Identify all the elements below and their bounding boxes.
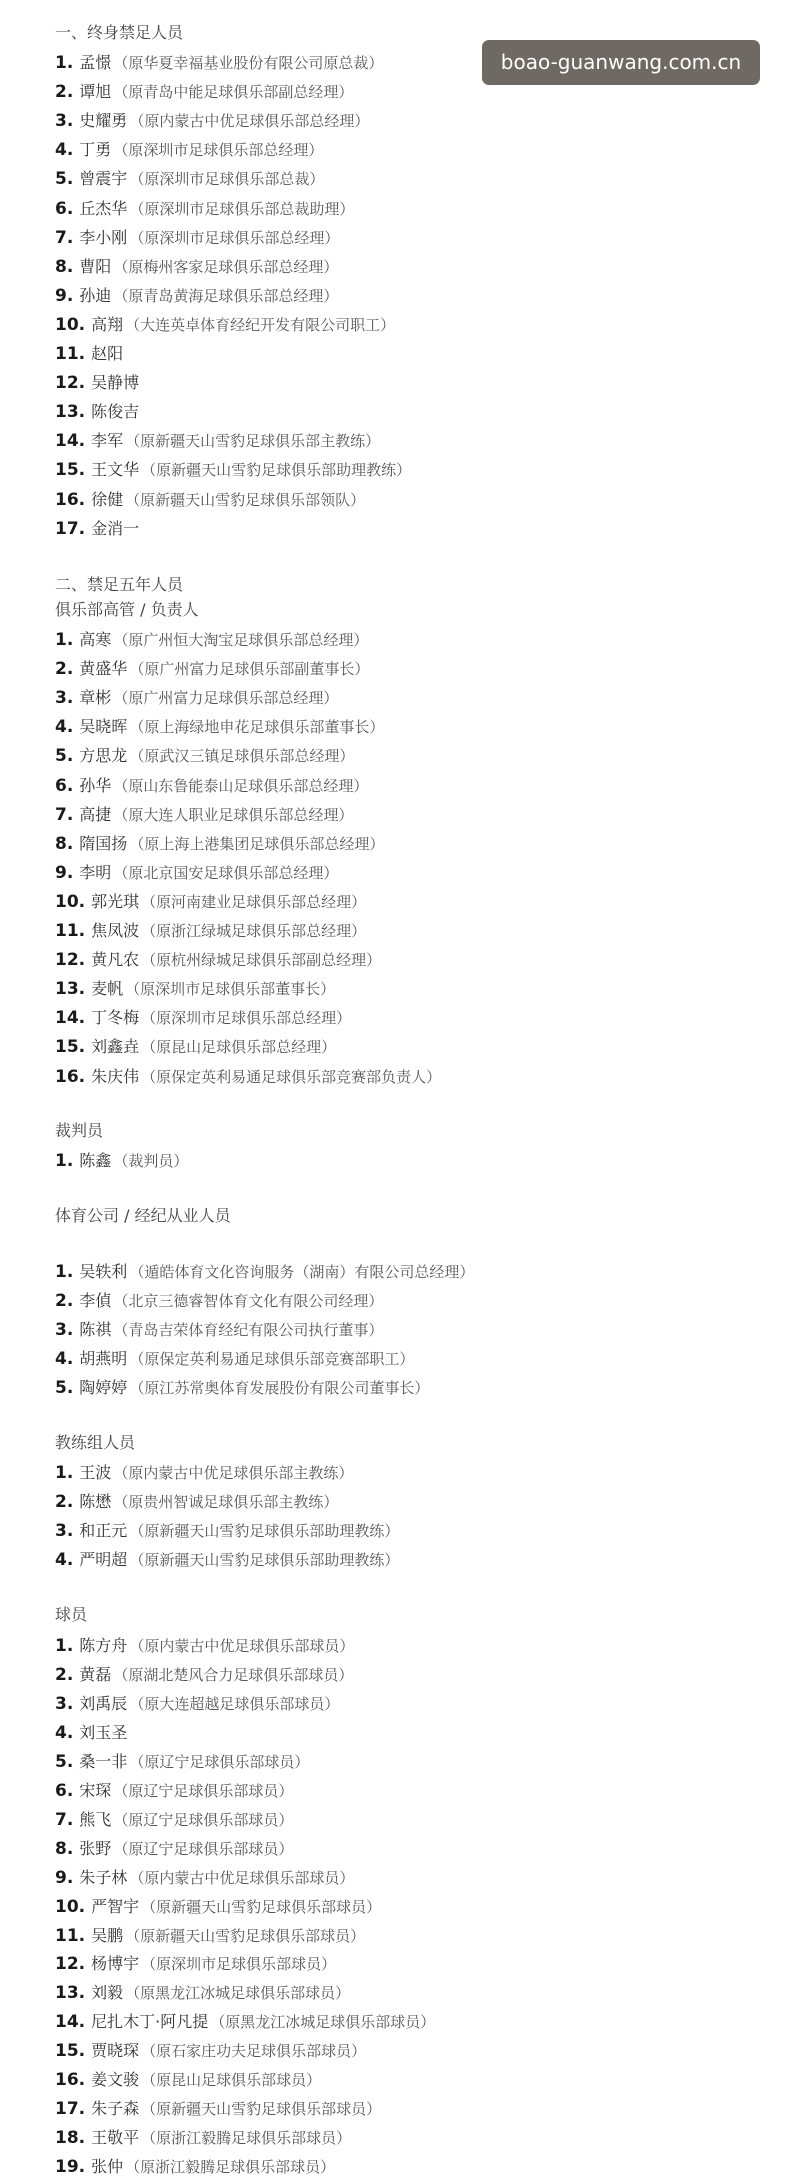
person-name: 尼扎木丁·阿凡提 <box>91 2012 209 2032</box>
section-heading: 二、禁足五年人员 <box>55 575 184 594</box>
person-name: 章彬 <box>79 688 112 708</box>
person-role: （原新疆天山雪豹足球俱乐部球员） <box>141 2100 382 2119</box>
person-role: （遁皓体育文化咨询服务（湖南）有限公司总经理） <box>129 1263 475 1281</box>
item-number: 4. <box>55 1722 74 1743</box>
item-number: 11. <box>55 344 86 364</box>
person-name: 曹阳 <box>79 256 112 276</box>
person-name: 史耀勇 <box>79 111 128 131</box>
list-item <box>55 1260 474 1284</box>
list-item <box>55 1065 441 1089</box>
item-number: 8. <box>55 1838 74 1859</box>
person-name: 徐健 <box>91 489 124 509</box>
person-role: （原浙江毅腾足球俱乐部球员） <box>141 2129 352 2148</box>
person-name: 张仲 <box>91 2157 124 2177</box>
person-role: （原广州富力足球俱乐部总经理） <box>113 689 339 708</box>
list-item <box>55 2155 335 2179</box>
person-role: （原新疆天山雪豹足球俱乐部领队） <box>125 490 366 509</box>
list-item <box>55 458 411 482</box>
person-name: 高翔 <box>91 314 124 334</box>
list-item <box>55 2010 435 2034</box>
item-number: 1. <box>55 1463 74 1483</box>
person-name: 隋国扬 <box>79 833 128 853</box>
person-role: （原内蒙古中优足球俱乐部球员） <box>129 1868 355 1887</box>
item-number: 3. <box>55 1521 74 1541</box>
section-heading: 俱乐部高管 / 负责人 <box>55 600 199 619</box>
item-number: 10. <box>55 1896 86 1917</box>
person-role: （原贵州智诚足球俱乐部主教练） <box>113 1493 339 1511</box>
item-number: 4. <box>55 1349 74 1369</box>
person-name: 桑一非 <box>79 1751 128 1771</box>
item-number: 2. <box>55 1492 74 1512</box>
list-item <box>55 517 139 541</box>
list-item <box>55 488 365 512</box>
list-item <box>55 861 338 885</box>
item-number: 9. <box>55 1867 74 1888</box>
list-item <box>55 1924 365 1948</box>
person-role: （原深圳市足球俱乐部球员） <box>141 1955 337 1974</box>
person-name: 赵阳 <box>91 344 124 363</box>
person-name: 王敬平 <box>91 2128 140 2148</box>
person-role: （原深圳市足球俱乐部董事长） <box>125 980 336 999</box>
list-item <box>55 686 338 710</box>
person-name: 黄凡农 <box>91 950 140 970</box>
person-name: 吴静博 <box>91 373 140 393</box>
person-role: （原广州富力足球俱乐部副董事长） <box>129 660 370 679</box>
person-name: 杨博宇 <box>91 1954 140 1974</box>
item-number: 6. <box>55 1780 74 1801</box>
list-item <box>55 284 338 308</box>
person-name: 刘鑫垚 <box>91 1037 140 1057</box>
item-number: 5. <box>55 1378 74 1398</box>
section-heading: 裁判员 <box>55 1121 104 1140</box>
list-item <box>55 977 335 1001</box>
person-name: 吴轶利 <box>79 1262 128 1281</box>
item-number: 19. <box>55 2157 86 2178</box>
item-number: 3. <box>55 688 74 709</box>
item-number: 14. <box>55 1008 86 1029</box>
item-number: 1. <box>55 1262 74 1282</box>
person-name: 吴鹏 <box>91 1925 124 1945</box>
person-name: 和正元 <box>79 1521 128 1540</box>
person-name: 朱庆伟 <box>91 1066 140 1086</box>
person-role: （原河南建业足球俱乐部总经理） <box>141 892 367 911</box>
item-number: 4. <box>55 717 74 738</box>
list-item <box>55 832 384 856</box>
person-role: （原深圳市足球俱乐部总经理） <box>141 1009 352 1028</box>
person-name: 陈鑫 <box>79 1151 112 1170</box>
item-number: 17. <box>55 518 86 539</box>
item-number: 11. <box>55 921 86 941</box>
list-item <box>55 657 369 681</box>
person-role: （原北京国安足球俱乐部总经理） <box>113 863 339 882</box>
item-number: 5. <box>55 169 74 190</box>
list-item <box>55 1634 354 1658</box>
list-item <box>55 109 369 133</box>
person-name: 方思龙 <box>79 746 128 766</box>
person-name: 王波 <box>79 1463 112 1482</box>
list-item <box>55 2068 321 2092</box>
person-role: （原新疆天山雪豹足球俱乐部球员） <box>141 1897 382 1916</box>
item-number: 6. <box>55 775 74 796</box>
person-role: （裁判员） <box>113 1152 189 1170</box>
item-number: 3. <box>55 1693 74 1714</box>
item-number: 3. <box>55 111 74 132</box>
person-role: （原深圳市足球俱乐部总裁） <box>129 170 325 189</box>
person-role: （原江苏常奥体育发展股份有限公司董事长） <box>129 1379 430 1397</box>
item-number: 15. <box>55 1037 86 1058</box>
person-name: 严智宇 <box>91 1896 140 1916</box>
person-role: （原新疆天山雪豹足球俱乐部助理教练） <box>129 1522 400 1540</box>
item-number: 10. <box>55 314 86 335</box>
list-item <box>55 313 395 337</box>
list-item <box>55 80 353 104</box>
item-number: 1. <box>55 53 74 73</box>
person-name: 陈懋 <box>79 1492 112 1511</box>
person-name: 王文华 <box>91 460 140 480</box>
person-name: 刘玉圣 <box>79 1722 128 1742</box>
watermark-badge: boao-guanwang.com.cn <box>482 40 760 85</box>
person-role: （原辽宁足球俱乐部球员） <box>129 1752 310 1771</box>
person-name: 胡燕明 <box>79 1349 128 1368</box>
item-number: 15. <box>55 2041 86 2062</box>
person-role: （原深圳市足球俱乐部总裁助理） <box>129 199 355 218</box>
person-name: 李小刚 <box>79 227 128 247</box>
person-name: 李明 <box>79 862 112 882</box>
person-name: 孙华 <box>79 775 112 795</box>
list-item <box>55 1149 188 1173</box>
list-item <box>55 1006 351 1030</box>
person-name: 熊飞 <box>79 1809 112 1829</box>
person-name: 朱子林 <box>79 1867 128 1887</box>
item-number: 13. <box>55 1983 86 2004</box>
item-number: 2. <box>55 1664 74 1685</box>
list-item <box>55 628 368 652</box>
person-name: 麦帆 <box>91 979 124 999</box>
item-number: 13. <box>55 402 86 423</box>
person-role: （原新疆天山雪豹足球俱乐部助理教练） <box>141 461 412 480</box>
person-role: （原辽宁足球俱乐部球员） <box>113 1810 294 1829</box>
person-name: 陈方舟 <box>79 1636 128 1655</box>
list-item <box>55 948 381 972</box>
person-role: （原浙江绿城足球俱乐部总经理） <box>141 922 367 940</box>
item-number: 5. <box>55 1751 74 1772</box>
list-item <box>55 2126 351 2150</box>
person-role: （原昆山足球俱乐部总经理） <box>141 1038 337 1057</box>
person-role: （原杭州绿城足球俱乐部副总经理） <box>141 951 382 970</box>
item-number: 9. <box>55 862 74 883</box>
list-item <box>55 197 354 221</box>
section-heading: 球员 <box>55 1605 88 1624</box>
person-role: （原上海上港集团足球俱乐部总经理） <box>129 834 385 853</box>
person-name: 孟憬 <box>79 53 112 72</box>
list-item <box>55 1981 350 2005</box>
person-role: （原内蒙古中优足球俱乐部总经理） <box>129 112 370 131</box>
list-item <box>55 744 354 768</box>
list-item <box>55 919 366 943</box>
person-name: 丁冬梅 <box>91 1008 140 1028</box>
item-number: 12. <box>55 373 86 394</box>
list-item <box>55 1837 293 1861</box>
person-role: （原新疆天山雪豹足球俱乐部助理教练） <box>129 1551 400 1569</box>
person-name: 姜文骏 <box>91 2070 140 2090</box>
person-name: 陈俊吉 <box>91 402 140 422</box>
list-item <box>55 1548 399 1572</box>
list-item <box>55 890 366 914</box>
item-number: 12. <box>55 950 86 971</box>
list-item <box>55 803 353 827</box>
person-role: （原辽宁足球俱乐部球员） <box>113 1781 294 1800</box>
item-number: 2. <box>55 1291 74 1311</box>
person-name: 刘禹辰 <box>79 1693 128 1713</box>
item-number: 5. <box>55 746 74 767</box>
person-name: 金消一 <box>91 518 140 538</box>
list-item <box>55 1952 336 1976</box>
person-role: （青岛吉荣体育经纪有限公司执行董事） <box>113 1321 384 1339</box>
list-item <box>55 1779 293 1803</box>
person-role: （原大连人职业足球俱乐部总经理） <box>113 805 354 824</box>
list-item <box>55 1866 354 1890</box>
list-item <box>55 1663 353 1687</box>
item-number: 4. <box>55 1550 74 1570</box>
item-number: 15. <box>55 460 86 481</box>
person-name: 宋琛 <box>79 1780 112 1800</box>
list-item <box>55 400 139 424</box>
list-item <box>55 1347 414 1371</box>
item-number: 11. <box>55 1925 86 1946</box>
item-number: 2. <box>55 82 74 103</box>
person-role: （原深圳市足球俱乐部总经理） <box>129 228 340 247</box>
list-item <box>55 138 323 162</box>
list-item <box>55 1519 399 1543</box>
item-number: 18. <box>55 2128 86 2149</box>
person-role: （原华夏幸福基业股份有限公司原总裁） <box>113 54 384 72</box>
item-number: 2. <box>55 659 74 680</box>
person-role: （原青岛黄海足球俱乐部总经理） <box>113 286 339 305</box>
person-role: （原新疆天山雪豹足球俱乐部主教练） <box>125 432 381 451</box>
list-item <box>55 2039 366 2063</box>
list-item <box>55 1750 309 1774</box>
list-item <box>55 226 339 250</box>
person-role: （北京三德睿智体育文化有限公司经理） <box>113 1292 384 1310</box>
item-number: 6. <box>55 198 74 219</box>
list-item <box>55 1289 383 1313</box>
list-item <box>55 774 368 798</box>
item-number: 3. <box>55 1320 74 1340</box>
list-item <box>55 342 123 366</box>
person-name: 丘杰华 <box>79 198 128 218</box>
list-item <box>55 371 139 395</box>
item-number: 8. <box>55 256 74 277</box>
person-role: （原湖北楚风合力足球俱乐部球员） <box>113 1665 354 1684</box>
person-role: （原浙江毅腾足球俱乐部球员） <box>125 2158 336 2177</box>
item-number: 9. <box>55 285 74 306</box>
person-role: （大连英卓体育经纪开发有限公司职工） <box>125 315 396 334</box>
list-item <box>55 715 384 739</box>
person-name: 李偵 <box>79 1291 112 1310</box>
person-role: （原黑龙江冰城足球俱乐部球员） <box>210 2013 436 2032</box>
person-name: 丁勇 <box>79 140 112 160</box>
item-number: 16. <box>55 1066 86 1087</box>
person-name: 高捷 <box>79 804 112 824</box>
person-name: 严明超 <box>79 1550 128 1569</box>
item-number: 7. <box>55 804 74 825</box>
list-item <box>55 1461 353 1485</box>
list-item <box>55 1035 336 1059</box>
item-number: 10. <box>55 891 86 912</box>
person-role: （原保定英利易通足球俱乐部竞赛部负责人） <box>141 1067 442 1086</box>
person-name: 李军 <box>91 431 124 451</box>
list-item <box>55 167 324 191</box>
person-role: （原辽宁足球俱乐部球员） <box>113 1839 294 1858</box>
person-name: 刘毅 <box>91 1983 124 2003</box>
person-name: 谭旭 <box>79 82 112 102</box>
person-role: （原武汉三镇足球俱乐部总经理） <box>129 747 355 766</box>
item-number: 14. <box>55 431 86 452</box>
person-name: 黄盛华 <box>79 659 128 679</box>
item-number: 7. <box>55 1809 74 1830</box>
item-number: 8. <box>55 833 74 854</box>
section-heading: 体育公司 / 经纪从业人员 <box>55 1206 231 1225</box>
item-number: 1. <box>55 1151 74 1171</box>
person-role: （原内蒙古中优足球俱乐部主教练） <box>113 1464 354 1482</box>
section-heading: 教练组人员 <box>55 1433 136 1452</box>
item-number: 16. <box>55 489 86 510</box>
person-role: （原青岛中能足球俱乐部副总经理） <box>113 83 354 102</box>
person-role: （原山东鲁能泰山足球俱乐部总经理） <box>113 776 369 795</box>
person-role: （原上海绿地申花足球俱乐部董事长） <box>129 718 385 737</box>
item-number: 14. <box>55 2012 86 2033</box>
person-name: 黄磊 <box>79 1664 112 1684</box>
section-heading: 一、终身禁足人员 <box>55 23 184 42</box>
list-item <box>55 255 338 279</box>
list-item <box>55 51 383 75</box>
person-role: （原内蒙古中优足球俱乐部球员） <box>129 1637 355 1655</box>
person-name: 高寒 <box>79 630 112 649</box>
person-role: （原昆山足球俱乐部球员） <box>141 2071 322 2090</box>
person-role: （原新疆天山雪豹足球俱乐部球员） <box>125 1926 366 1945</box>
list-item <box>55 429 380 453</box>
person-role: （原广州恒大淘宝足球俱乐部总经理） <box>113 631 369 649</box>
list-item <box>55 1721 127 1745</box>
item-number: 12. <box>55 1954 86 1975</box>
person-role: （原石家庄功夫足球俱乐部球员） <box>141 2042 367 2061</box>
person-name: 曾震宇 <box>79 169 128 189</box>
list-item <box>55 1490 338 1514</box>
item-number: 1. <box>55 630 74 650</box>
list-item <box>55 1808 293 1832</box>
person-name: 张野 <box>79 1838 112 1858</box>
item-number: 17. <box>55 2099 86 2120</box>
list-item <box>55 1692 339 1716</box>
list-item <box>55 1318 383 1342</box>
item-number: 7. <box>55 227 74 248</box>
item-number: 4. <box>55 140 74 161</box>
person-name: 贾晓琛 <box>91 2041 140 2061</box>
item-number: 13. <box>55 979 86 1000</box>
person-name: 郭光琪 <box>91 891 140 911</box>
list-item <box>55 1376 429 1400</box>
person-name: 孙迪 <box>79 285 112 305</box>
person-name: 焦凤波 <box>91 921 140 940</box>
person-role: （原深圳市足球俱乐部总经理） <box>113 141 324 160</box>
person-role: （原梅州客家足球俱乐部总经理） <box>113 257 339 276</box>
person-name: 吴晓晖 <box>79 717 128 737</box>
person-name: 陈祺 <box>79 1320 112 1339</box>
person-role: （原大连超越足球俱乐部球员） <box>129 1694 340 1713</box>
list-item <box>55 1895 381 1919</box>
person-name: 陶婷婷 <box>79 1378 128 1397</box>
list-item <box>55 2097 381 2121</box>
person-role: （原黑龙江冰城足球俱乐部球员） <box>125 1984 351 2003</box>
person-name: 朱子森 <box>91 2099 140 2119</box>
person-role: （原保定英利易通足球俱乐部竞赛部职工） <box>129 1350 415 1368</box>
item-number: 1. <box>55 1636 74 1656</box>
item-number: 16. <box>55 2070 86 2091</box>
